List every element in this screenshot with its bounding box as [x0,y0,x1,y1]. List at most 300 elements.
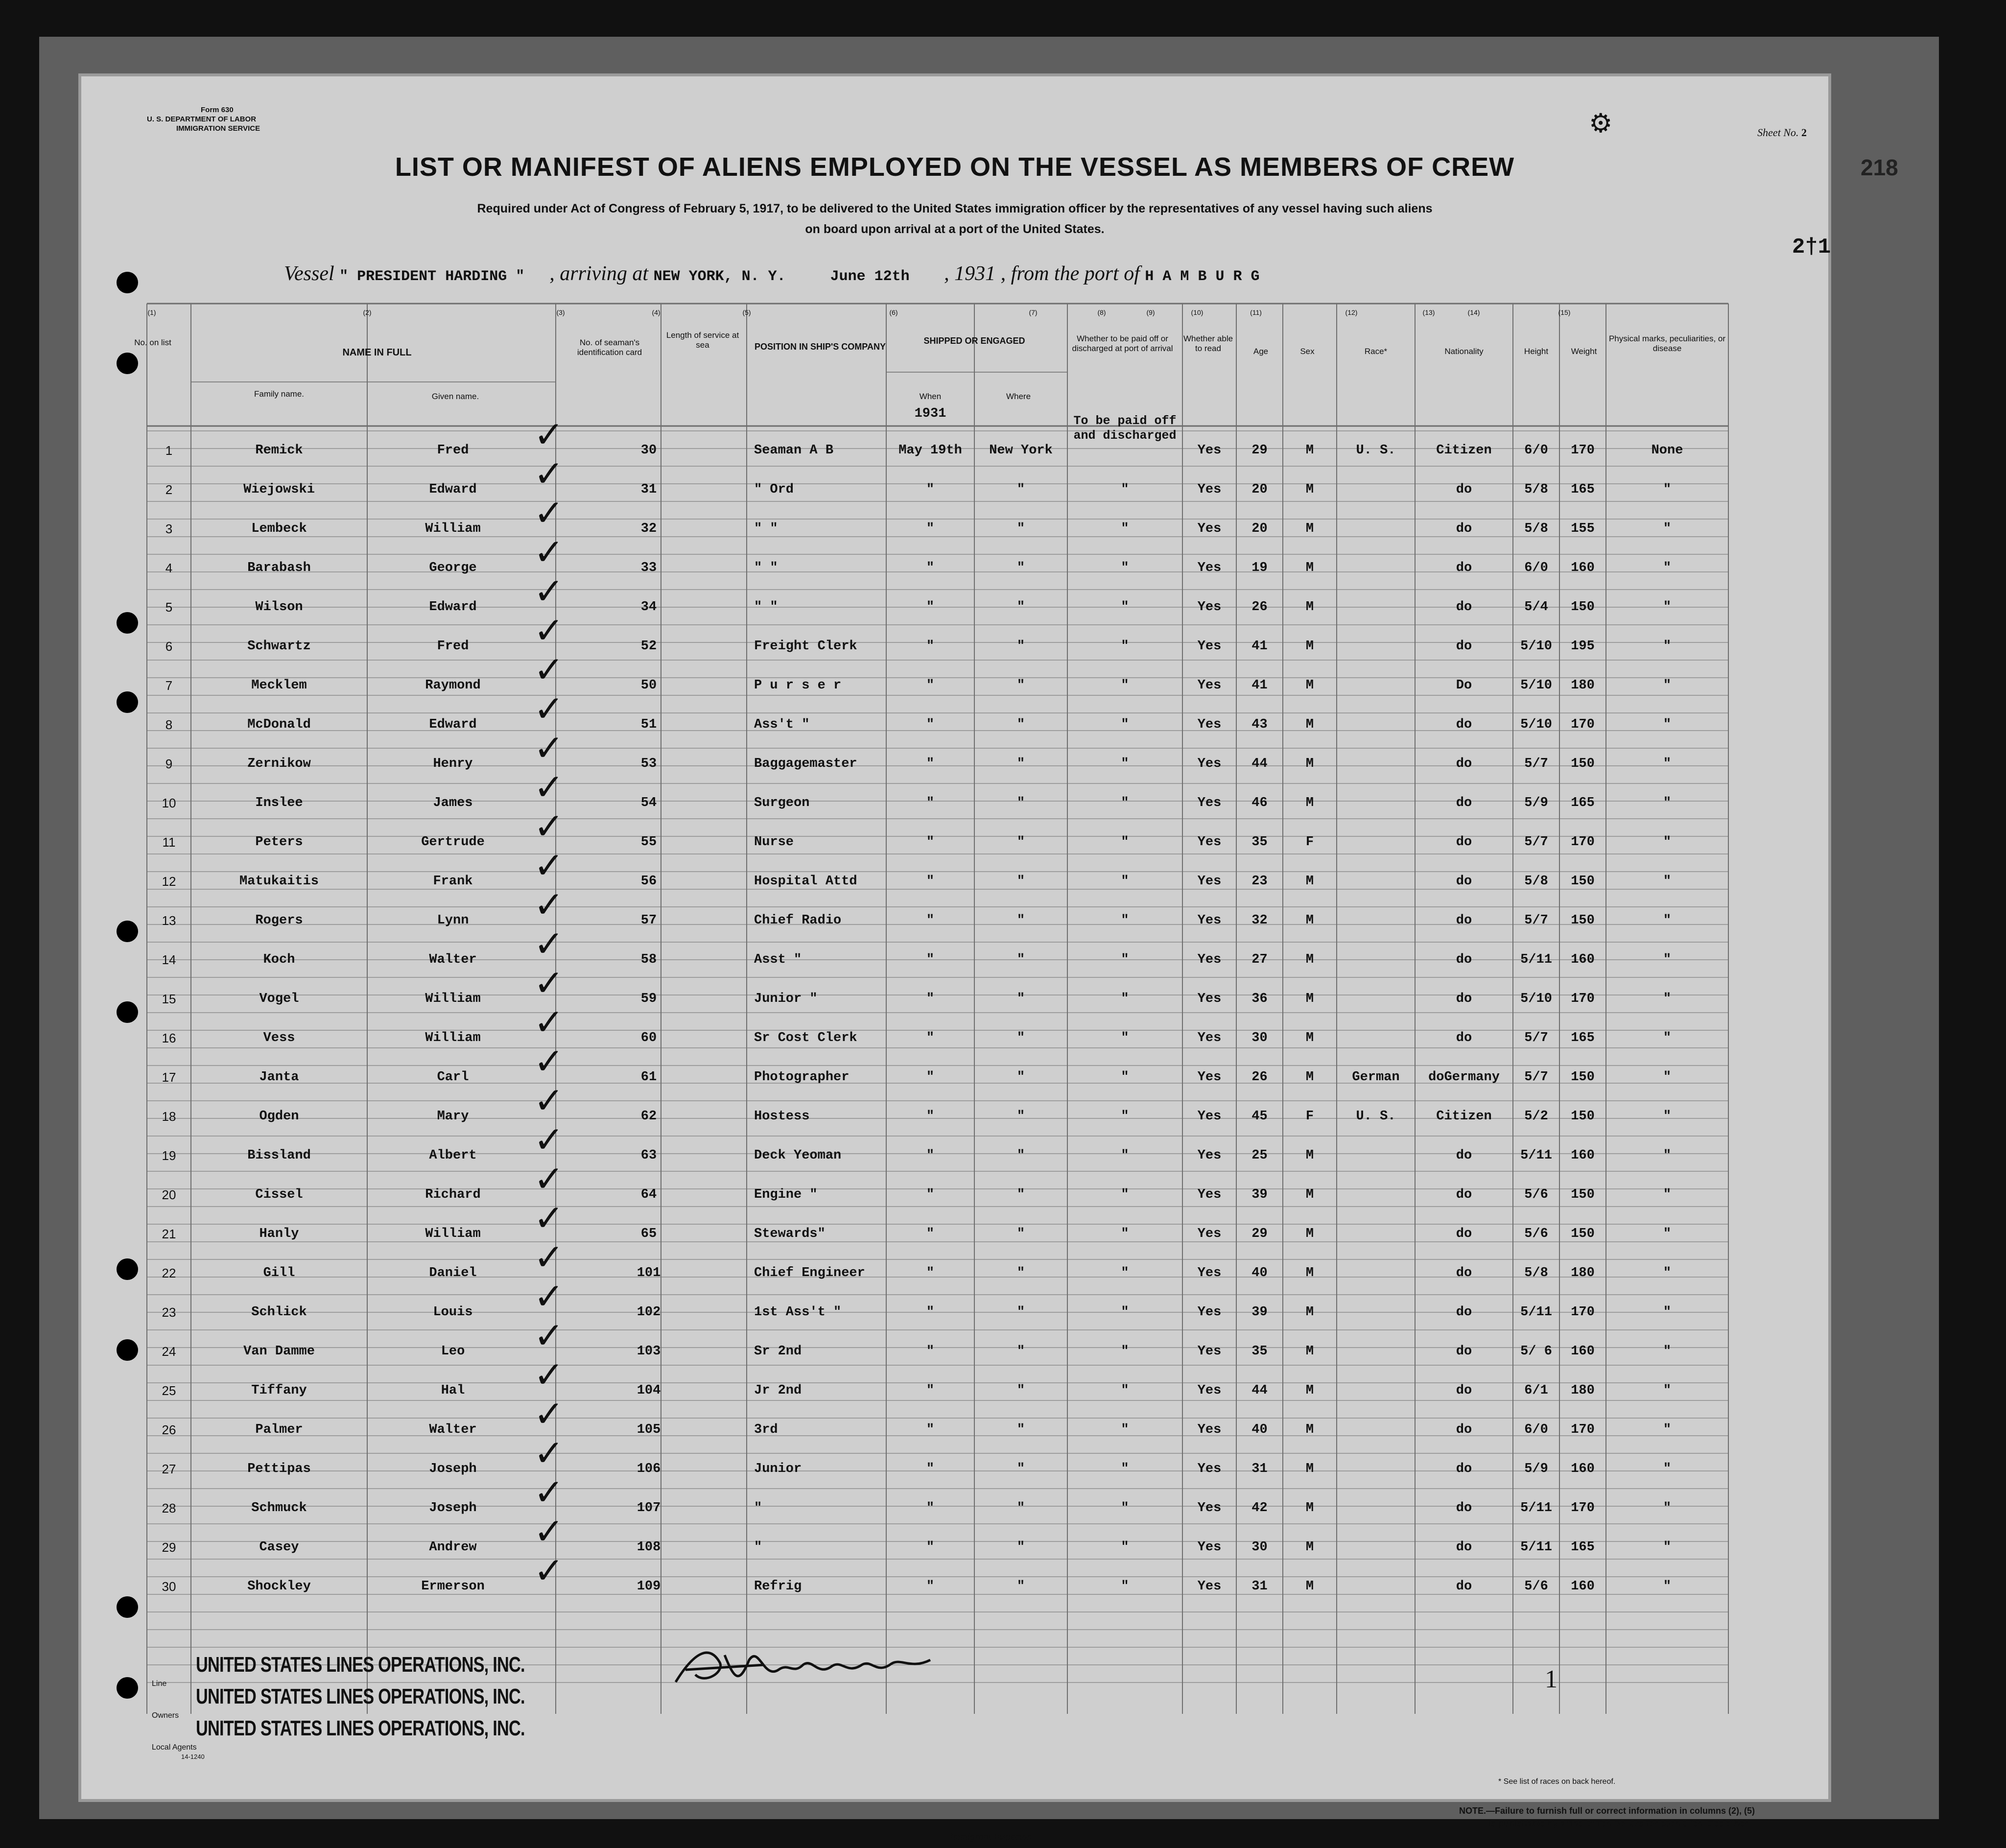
cell-age: 39 [1251,1305,1268,1320]
page-title: LIST OR MANIFEST OF ALIENS EMPLOYED ON THE VESSEL AS MEMBERS OF CREW [395,152,1515,182]
cell-height: 5/7 [1524,757,1548,771]
cell-card: 52 [640,639,657,654]
handwritten-mark: 1 [1545,1665,1558,1693]
cell-no: 29 [162,1540,176,1555]
cell-marks: " [1663,482,1672,497]
cell-family: Cissel [255,1187,303,1202]
checkmark-icon: ✓ [534,727,565,769]
cell-position: Asst " [754,952,802,967]
cell-family: Zernikow [247,757,311,771]
cell-no: 3 [165,521,173,536]
cell-height: 5/7 [1524,1031,1548,1045]
checkmark-icon: ✓ [534,845,565,887]
cell-position: " " [754,600,778,615]
col-header-race: Race* [1364,347,1388,356]
column-number: (2) [363,308,372,316]
cell-family: Rogers [255,913,303,928]
cell-no: 5 [165,600,173,615]
cell-card: 103 [637,1344,661,1359]
checkmark-icon: ✓ [534,1511,565,1553]
cell-given: William [425,1227,481,1241]
cell-paid: " [1121,678,1129,693]
cell-nationality: do [1456,1187,1472,1202]
cell-card: 62 [640,1109,657,1124]
cell-paid: " [1121,874,1129,889]
cell-family: Tiffany [251,1383,307,1398]
cell-given: Walter [429,1422,477,1437]
cell-read: Yes [1197,1266,1222,1280]
cell-marks: " [1663,757,1672,771]
cell-nationality: do [1456,992,1472,1006]
cell-read: Yes [1197,521,1222,536]
cell-age: 39 [1251,1187,1268,1202]
cell-no: 7 [165,678,173,693]
column-number: (7) [1029,308,1038,316]
cell-given: Joseph [429,1501,477,1516]
cell-age: 42 [1251,1501,1268,1516]
cell-position: Ass't " [754,717,810,732]
cell-given: Gertrude [421,835,485,850]
cell-card: 104 [637,1383,661,1398]
cell-position: Chief Radio [754,913,842,928]
cell-paid: " [1121,1462,1129,1476]
cell-read: Yes [1197,1031,1222,1045]
cell-family: Wiejowski [243,482,315,497]
cell-position: 1st Ass't " [754,1305,842,1320]
cell-card: 61 [640,1070,657,1085]
cell-no: 14 [162,952,176,967]
cell-position: Freight Clerk [754,639,857,654]
cell-weight: 180 [1571,678,1595,693]
agents-label: Local Agents [152,1743,197,1752]
cell-family: Schlick [251,1305,307,1320]
cell-height: 5/11 [1520,1305,1552,1320]
cell-where: " [1016,1383,1025,1398]
cell-position: " " [754,561,778,575]
cell-where: " [1016,796,1025,810]
cell-family: Lembeck [251,521,307,536]
cell-position: " Ord [754,482,794,497]
cell-nationality: do [1456,1148,1472,1163]
cell-card: 33 [640,561,657,575]
cell-no: 27 [162,1462,176,1476]
cell-read: Yes [1197,796,1222,810]
cell-read: Yes [1197,1305,1222,1320]
cell-weight: 150 [1571,1070,1595,1085]
cell-no: 17 [162,1070,176,1085]
cell-age: 31 [1251,1462,1268,1476]
cell-when: " [926,1344,935,1359]
cell-read: Yes [1197,913,1222,928]
handwritten-page-mark: 2†1 [1792,235,1831,260]
cell-when: " [926,1070,935,1085]
cell-card: 101 [637,1266,661,1280]
cell-when: " [926,1540,935,1555]
cell-where: " [1016,1305,1025,1320]
cell-no: 20 [162,1187,176,1202]
cell-weight: 180 [1571,1266,1595,1280]
checkmark-icon: ✓ [534,414,565,456]
cell-height: 5/6 [1524,1187,1548,1202]
column-number: (5) [742,308,751,316]
signature-drawing [666,1635,940,1694]
cell-sex: M [1305,992,1314,1006]
cell-no: 6 [165,639,173,654]
column-number: (4) [652,308,661,316]
cell-card: 59 [640,992,657,1006]
cell-nationality: do [1456,1501,1472,1516]
cell-when: " [926,521,935,536]
cell-family: Mecklem [251,678,307,693]
cell-paid: " [1121,757,1129,771]
cell-age: 19 [1251,561,1268,575]
cell-weight: 150 [1571,1227,1595,1241]
cell-nationality: do [1456,482,1472,497]
checkmark-icon: ✓ [534,1315,565,1357]
cell-nationality: do [1456,717,1472,732]
cell-paid: " [1121,913,1129,928]
cell-age: 35 [1251,1344,1268,1359]
cell-when: " [926,1501,935,1516]
cell-family: Schwartz [247,639,311,654]
cell-where: " [1016,678,1025,693]
cell-where: " [1016,521,1025,536]
inspector-label: Immigrant Inspector. [950,1831,1032,1842]
cell-height: 5/11 [1520,1540,1552,1555]
col-header-given: Given name. [431,392,479,401]
cell-no: 28 [162,1501,176,1516]
cell-marks: " [1663,992,1672,1006]
penalty-note [1459,1804,1802,1830]
cell-when: " [926,1266,935,1280]
cell-height: 5/4 [1524,600,1548,615]
cell-age: 31 [1251,1579,1268,1594]
cell-position: Baggagemaster [754,757,857,771]
cell-given: Frank [433,874,473,889]
cell-position: Engine " [754,1187,818,1202]
cell-position: Junior " [754,992,818,1006]
cell-weight: 170 [1571,717,1595,732]
cell-when: " [926,992,935,1006]
cell-age: 26 [1251,600,1268,615]
cell-family: Pettipas [247,1462,311,1476]
checkmark-icon: ✓ [534,1080,565,1122]
cell-read: Yes [1197,952,1222,967]
cell-paid: " [1121,482,1129,497]
from-port-label: , from the port of [1000,262,1140,285]
cell-given: Edward [429,600,477,615]
checkmark-icon: ✓ [534,1197,565,1239]
cell-read: Yes [1197,1579,1222,1594]
col-header-shipped: SHIPPED OR ENGAGED [923,336,1025,346]
cell-paid: " [1121,1540,1129,1555]
cell-family: Ogden [259,1109,299,1124]
cell-no: 9 [165,757,173,771]
cell-where: " [1016,1462,1025,1476]
cell-where: " [1016,482,1025,497]
cell-card: 106 [637,1462,661,1476]
cell-given: Daniel [429,1266,477,1280]
column-number: (15) [1558,308,1571,316]
cell-card: 63 [640,1148,657,1163]
company-stamp-line: UNITED STATES LINES OPERATIONS, INC. [196,1653,525,1677]
col-header-able-read: Whether able to read [1183,334,1233,353]
cell-marks: " [1663,1422,1672,1437]
cell-read: Yes [1197,1422,1222,1437]
form-header [147,105,260,133]
cell-race: German [1352,1070,1400,1085]
cell-age: 26 [1251,1070,1268,1085]
cell-height: 5/ 6 [1520,1344,1552,1359]
col-header-nationality: Nationality [1444,347,1484,356]
cell-weight: 165 [1571,482,1595,497]
cell-where: " [1016,1148,1025,1163]
cell-no: 19 [162,1148,176,1163]
cell-sex: M [1305,600,1314,615]
cell-nationality: do [1456,639,1472,654]
cell-weight: 160 [1571,952,1595,967]
cell-paid: " [1121,1383,1129,1398]
cell-read: Yes [1197,1109,1222,1124]
cell-sex: M [1305,913,1314,928]
cell-given: Andrew [429,1540,477,1555]
cell-weight: 160 [1571,1148,1595,1163]
cell-marks: " [1663,1305,1672,1320]
form-number: Form 630 [201,106,234,114]
cell-where: " [1016,835,1025,850]
cell-card: 64 [640,1187,657,1202]
cell-when: " [926,1148,935,1163]
column-number: (14) [1467,308,1480,316]
cell-card: 53 [640,757,657,771]
cell-where: " [1016,561,1025,575]
cell-sex: M [1305,521,1314,536]
cell-given: William [425,1031,481,1045]
cell-card: 65 [640,1227,657,1241]
cell-where: " [1016,600,1025,615]
cell-nationality: do [1456,913,1472,928]
cell-position: Junior [754,1462,802,1476]
cell-given: Carl [437,1070,469,1085]
cell-where: " [1016,1187,1025,1202]
cell-given: Henry [433,757,473,771]
cell-position: Hostess [754,1109,810,1124]
cell-height: 6/0 [1524,1422,1548,1437]
cell-given: Ermerson [421,1579,485,1594]
cell-paid: " [1121,1579,1129,1594]
cell-read: Yes [1197,1227,1222,1241]
cell-height: 5/8 [1524,874,1548,889]
cell-family: Wilson [255,600,303,615]
cell-sex: M [1305,1070,1314,1085]
cell-given: Mary [437,1109,469,1124]
cell-where: " [1016,1422,1025,1437]
cell-paid: " [1121,1305,1129,1320]
cell-height: 5/8 [1524,1266,1548,1280]
cell-weight: 195 [1571,639,1595,654]
checkmark-icon: ✓ [534,1471,565,1514]
cell-height: 5/10 [1520,678,1552,693]
cell-position: " [754,1501,762,1516]
col-header-age: Age [1253,347,1269,356]
owners-label: Owners [152,1711,179,1720]
company-stamp-line: UNITED STATES LINES OPERATIONS, INC. [196,1716,525,1740]
cell-weight: 165 [1571,1540,1595,1555]
sheet-number [1757,126,1807,139]
cell-when: " [926,600,935,615]
cell-card: 60 [640,1031,657,1045]
checkmark-icon: ✓ [534,1119,565,1161]
cell-sex: M [1305,482,1314,497]
cell-race: U. S. [1356,443,1396,458]
cell-marks: None [1651,443,1683,458]
column-number: (13) [1422,308,1435,316]
arrival-date: June 12th [830,268,910,285]
cell-nationality: do [1456,561,1472,575]
cell-paid: " [1121,1109,1129,1124]
col-header-when: When [919,392,942,401]
cell-family: Vess [263,1031,295,1045]
cell-weight: 170 [1571,443,1595,458]
cell-no: 24 [162,1344,176,1359]
vessel-line: Vessel " PRESIDENT HARDING " , arriving at NEW YORK, N. Y. June 12th , 1931 , from the port of H A M B U R G [284,262,1260,285]
cell-weight: 150 [1571,600,1595,615]
cell-no: 12 [162,874,176,889]
cell-marks: " [1663,1540,1672,1555]
cell-position: 3rd [754,1422,778,1437]
cell-when: " [926,1109,935,1124]
cell-where: " [1016,639,1025,654]
vessel-label: Vessel [284,262,334,285]
cell-weight: 160 [1571,1462,1595,1476]
cell-age: 44 [1251,757,1268,771]
cell-when: " [926,1462,935,1476]
punch-hole [117,272,138,293]
cell-when: " [926,1422,935,1437]
cell-given: Lynn [437,913,469,928]
checkmark-icon: ✓ [534,649,565,691]
cell-age: 40 [1251,1422,1268,1437]
cell-no: 16 [162,1031,176,1045]
cell-position: Refrig [754,1579,802,1594]
cell-race: U. S. [1356,1109,1396,1124]
subtitle-line: on board upon arrival at a port of the United States. [805,222,1105,236]
cell-marks: " [1663,1579,1672,1594]
cell-when: " [926,1227,935,1241]
cell-nationality: do [1456,1579,1472,1594]
cell-no: 1 [165,443,173,458]
cell-sex: M [1305,1579,1314,1594]
cell-nationality: do [1456,1031,1472,1045]
cell-read: Yes [1197,757,1222,771]
cell-family: Hanly [259,1227,299,1241]
cell-read: Yes [1197,1501,1222,1516]
checkmark-icon: ✓ [534,962,565,1004]
cell-position: Surgeon [754,796,810,810]
cell-read: Yes [1197,1070,1222,1085]
cell-sex: M [1305,1148,1314,1163]
cell-read: Yes [1197,443,1222,458]
cell-when: " [926,561,935,575]
cell-paid: " [1121,835,1129,850]
cell-nationality: do [1456,835,1472,850]
cell-family: Matukaitis [239,874,319,889]
cell-nationality: do [1456,796,1472,810]
checkmark-icon: ✓ [534,1276,565,1318]
cell-when: " [926,1579,935,1594]
cell-sex: M [1305,717,1314,732]
cell-card: 102 [637,1305,661,1320]
cell-no: 18 [162,1109,176,1124]
cell-weight: 150 [1571,913,1595,928]
cell-nationality: do [1456,1422,1472,1437]
cell-height: 5/7 [1524,835,1548,850]
cell-position: " [754,1540,762,1555]
cell-sex: M [1305,1031,1314,1045]
cell-when: " [926,1031,935,1045]
cell-marks: " [1663,1227,1672,1241]
cell-paid: " [1121,1501,1129,1516]
checkmark-icon: ✓ [534,766,565,808]
cell-where: " [1016,913,1025,928]
cell-weight: 165 [1571,796,1595,810]
cell-age: 25 [1251,1148,1268,1163]
department-name: U. S. DEPARTMENT OF LABOR [147,115,257,123]
col-header-name: NAME IN FULL [342,347,412,358]
cell-age: 20 [1251,482,1268,497]
cell-no: 21 [162,1227,176,1241]
cell-sex: M [1305,639,1314,654]
cell-given: Walter [429,952,477,967]
checkmark-icon: ✓ [534,531,565,573]
cell-age: 20 [1251,521,1268,536]
cell-marks: " [1663,1187,1672,1202]
cell-sex: M [1305,1305,1314,1320]
cell-nationality: Citizen [1436,443,1492,458]
cell-height: 5/10 [1520,717,1552,732]
cell-marks: " [1663,639,1672,654]
cell-read: Yes [1197,1540,1222,1555]
cell-sex: M [1305,1344,1314,1359]
cell-height: 5/6 [1524,1227,1548,1241]
cell-where: " [1016,717,1025,732]
cell-nationality: do [1456,1266,1472,1280]
cell-age: 40 [1251,1266,1268,1280]
service-name: IMMIGRATION SERVICE [176,124,260,133]
cell-sex: M [1305,952,1314,967]
page-stamp: 218 [1861,155,1898,180]
cell-weight: 150 [1571,1187,1595,1202]
cell-paid: " [1121,639,1129,654]
cell-marks: " [1663,913,1672,928]
arriving-port: NEW YORK, N. Y. [653,268,786,285]
cell-card: 30 [640,443,657,458]
column-number: (9) [1146,308,1155,316]
cell-age: 27 [1251,952,1268,967]
cell-position: Seaman A B [754,443,834,458]
col-header-weight: Weight [1571,347,1597,356]
cell-family: Bissland [247,1148,311,1163]
race-note: * See list of races on back hereof. [1498,1777,1616,1786]
cell-no: 2 [165,482,173,497]
cell-where: " [1016,952,1025,967]
cell-marks: " [1663,1501,1672,1516]
cell-nationality: do [1456,1305,1472,1320]
cell-nationality: do [1456,1344,1472,1359]
cell-position: Stewards" [754,1227,826,1241]
cell-when: " [926,482,935,497]
checkmark-icon: ✓ [534,570,565,613]
